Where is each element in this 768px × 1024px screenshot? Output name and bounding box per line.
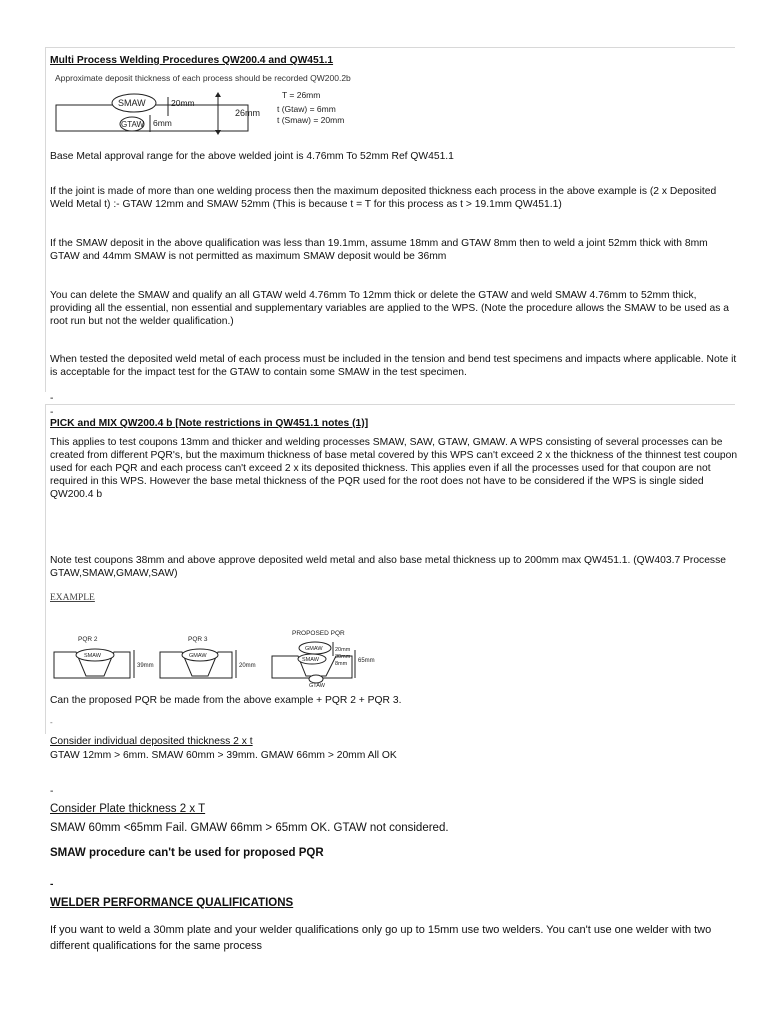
left-border-2 — [45, 404, 46, 734]
s2-para-applies: This applies to test coupons 13mm and thicker and welding processes SMAW, SAW, GTAW, GMAW. A WPS consisting of several processes can be created from different PQR's, but the maximum thickness of base metal covered by this WPS can't exceed 2 x the thickness of the thinnest test coupon used for each PQR and each process can't exceed 2 x its deposited thickness. This applies even if all the processes used for that coupon are not required in this WPS. However the base metal thickness of the PQR used for the root does not have to be considered if the WPS is single sided QW200.4 b — [50, 437, 738, 500]
s1-para-delete: You can delete the SMAW and qualify an all GTAW weld 4.76mm To 12mm thick or delete the GTAW and weld SMAW 4.76mm to 52mm thick, providing all the essential, non essential and supplementary variables are applied to the WPS. (Note the procedure allows the SMAW to be used as a root run but not the welder qualification.) — [50, 290, 730, 327]
s3-conclusion-pqr: PQR — [298, 847, 324, 859]
top-rule — [45, 47, 735, 48]
s2-dash2: - — [50, 718, 53, 727]
d2-proposed-label: PROPOSED PQR — [292, 630, 345, 637]
section1-diagram — [50, 88, 350, 138]
d1-tg: t (Gtaw) = 6mm — [277, 104, 336, 114]
d2-prop-8: 8mm — [335, 661, 348, 667]
d1-gtaw: GTAW — [121, 120, 145, 129]
section1-title: Multi Process Welding Procedures QW200.4 and QW451.1 — [50, 55, 334, 66]
s1-dash: - — [50, 393, 54, 404]
section2-title: PICK and MIX QW200.4 b [Note restrictions in QW451.1 notes (1)] — [50, 418, 369, 429]
d2-pqr3-gmaw: GMAW — [189, 653, 207, 659]
d2-prop-65: 65mm — [358, 658, 375, 664]
d2-pqr2-label: PQR 2 — [78, 636, 98, 643]
s3-sub-plate: Consider Plate thickness 2 x T — [50, 803, 206, 815]
d1-smaw: SMAW — [118, 98, 146, 108]
d1-ts: t (Smaw) = 20mm — [277, 115, 345, 125]
s1-para-smaw-deposit: If the SMAW deposit in the above qualification was less than 19.1mm, assume 18mm and GTAW 8mm then to weld a joint 52mm thick with 8mm GTAW and 44mm SMAW is not permitted as maximum SMAW deposit would be 36mm — [50, 238, 708, 262]
section4-title: WELDER PERFORMANCE QUALIFICATIONS — [50, 897, 294, 909]
s3-line-plate: SMAW 60mm <65mm Fail. GMAW 66mm > 65mm OK. GTAW not considered. — [50, 822, 449, 834]
s3-conclusion — [50, 846, 740, 860]
d2-prop-30: 30mm — [335, 654, 351, 660]
s3-conclusion-text: SMAW procedure can't be used for proposed — [50, 847, 299, 859]
d2-prop-smaw: SMAW — [302, 657, 319, 663]
s1-para-base-metal: Base Metal approval range for the above welded joint is 4.76mm To 52mm Ref QW451.1 — [50, 151, 454, 162]
s2-line-deposited: GTAW 12mm > 6mm. SMAW 60mm > 39mm. GMAW 66mm > 20mm All OK — [50, 750, 397, 761]
s2-dash: - — [50, 407, 54, 418]
s4-dash: - — [50, 879, 54, 890]
s1-para-multi-process: If the joint is made of more than one welding process then the maximum deposited thickness each process in the above example is (2 x Deposited Weld Metal t) :- GTAW 12mm and SMAW 52mm (This is because t = T for this process as t > 19.1mm QW451.1) — [50, 186, 717, 210]
d2-pqr2-smaw: SMAW — [84, 653, 101, 659]
d1-6mm: 6mm — [153, 118, 172, 128]
s2-question: Can the proposed PQR be made from the above example + PQR 2 + PQR 3. — [50, 695, 402, 706]
s3-dash: - — [50, 786, 54, 797]
section2-diagram — [50, 626, 410, 688]
d1-T: T = 26mm — [282, 90, 321, 100]
example-link[interactable]: EXAMPLE — [50, 593, 95, 603]
d2-prop-gtaw: GTAW — [309, 683, 325, 688]
s4-para: If you want to weld a 30mm plate and your welder qualifications only go up to 15mm use two welders. You can't use one welder with two different qualifications for the same process — [50, 924, 712, 952]
d2-pqr3-label: PQR 3 — [188, 636, 208, 643]
d1-20mm: 20mm — [171, 98, 195, 108]
section1-note: Approximate deposit thickness of each process should be recorded QW200.2b — [55, 73, 351, 83]
s2-sub-deposited: Consider individual deposited thickness 2 x t — [50, 736, 253, 747]
d2-pqr3-20: 20mm — [239, 663, 256, 669]
s2-para-note: Note test coupons 38mm and above approve deposited weld metal and also base metal thickness up to 200mm max QW451.1. (QW403.7 Processe GTAW,SMAW,GMAW,SAW) — [50, 555, 726, 579]
d1-26mm: 26mm — [235, 108, 261, 118]
left-border-1 — [45, 47, 46, 392]
d2-pqr2-39: 39mm — [137, 663, 154, 669]
d2-prop-gmaw: GMAW — [305, 646, 323, 652]
d2-prop-20: 20mm — [335, 647, 351, 653]
s1-para-tested: When tested the deposited weld metal of each process must be included in the tension and bend test specimens and impacts where applicable. Note it is acceptable for the impact test for the GTAW to contain some SMAW in the test specimen. — [50, 354, 737, 378]
